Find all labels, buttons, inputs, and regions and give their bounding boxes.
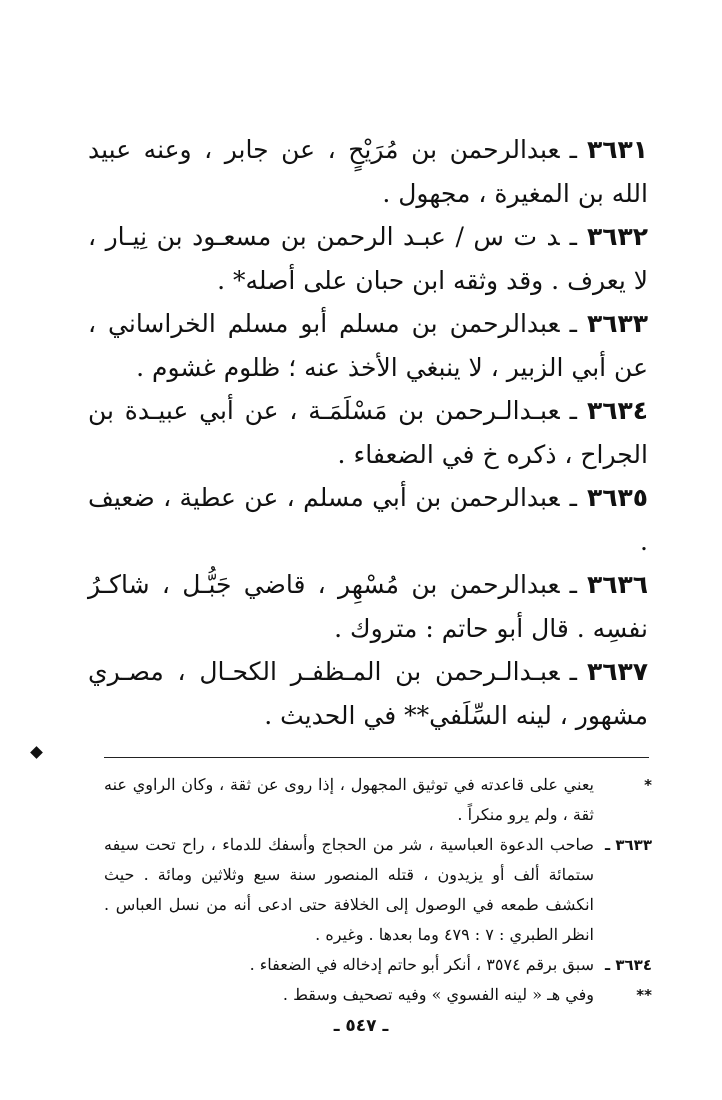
footnote (104, 980, 652, 1010)
entry-number: ٣٦٣٢ (586, 222, 648, 251)
footnote-text: وفي هـ « لينه الفسوي » وفيه تصحيف وسقط . (282, 985, 594, 1004)
footnote-text: يعني على قاعدته في توثيق المجهول ، إذا روى عن ثقة ، وكان الراوي عنه ثقة ، ولم يرو منكراً . (104, 775, 594, 824)
footnote (104, 770, 652, 830)
footnote (104, 830, 652, 950)
margin-mark (30, 746, 43, 759)
entry-number: ٣٦٣١ (586, 135, 648, 164)
entry-text: د ت س / عبـد الرحمن بن مسعـود بن نِيـار ، لا يعرف . وقد وثقه ابن حبان على أصله* . (88, 222, 648, 295)
footnote-marker: ٣٦٣٤ ـ (605, 956, 652, 974)
entry: ٣٦٣١ـعبدالرحمن بن مُرَيْحٍ ، عن جابر ، وعنه عبيد الله بن المغيرة ، مجهول . (88, 135, 648, 208)
footnote-marker: ** (636, 986, 652, 1004)
entry: ٣٦٣٢ـد ت س / عبـد الرحمن بن مسعـود بن نِيـار ، لا يعرف . وقد وثقه ابن حبان على أصله* . (88, 222, 648, 295)
entry-text: عبدالرحمن بن مُرَيْحٍ ، عن جابر ، وعنه عبيد الله بن المغيرة ، مجهول . (88, 135, 648, 208)
footnotes (104, 770, 652, 1010)
footnote-text: سبق برقم ٣٥٧٤ ، أنكر أبو حاتم إدخاله في الضعفاء . (249, 955, 594, 974)
entries-list (88, 128, 648, 737)
entry-number: ٣٦٣٤ (586, 396, 648, 425)
entry-number: ٣٦٣٣ (586, 309, 648, 338)
footnote-divider (104, 757, 649, 758)
page-number: ـ ٥٤٧ ـ (333, 1016, 389, 1036)
footnote (104, 950, 652, 980)
footnote-marker: ٣٦٣٣ ـ (605, 836, 652, 854)
entry: ٣٦٣٦ـعبدالرحمن بن مُسْهِر ، قاضي جَبُّـل ، شاكـرُ نفسِه . قال أبو حاتم : متروك . (88, 570, 648, 643)
footnote-marker: * (644, 776, 652, 794)
entry-text: عبدالرحمن بن مُسْهِر ، قاضي جَبُّـل ، شاكـرُ نفسِه . قال أبو حاتم : متروك . (88, 570, 648, 643)
footnote-text: صاحب الدعوة العباسية ، شر من الحجاج وأسفك للدماء ، راح تحت سيفه ستمائة ألف أو يزيدون ، قتله المنصور سنة سبع وثلاثين ومائة . حيث انكشف طمعه في الوصول إلى الخلافة حتى ادعى أنه من نسل العباس . انظر الطبري : ٧ : ٤٧٩ وما بعدها . وغيره . (104, 835, 594, 944)
entry: ٣٦٣٧ـعبـدالـرحمن بن المـظفـر الكحـال ، مصـري مشهور ، لينه السِّلَفي** في الحديث . (88, 657, 648, 730)
entry-number: ٣٦٣٧ (586, 657, 648, 686)
entry-text: عبـدالـرحمن بن المـظفـر الكحـال ، مصـري مشهور ، لينه السِّلَفي** في الحديث . (88, 657, 648, 730)
entry: ٣٦٣٤ـعبـدالـرحمن بن مَسْلَمَـة ، عن أبي عبيـدة بن الجراح ، ذكره خ في الضعفاء . (88, 396, 648, 469)
entry-number: ٣٦٣٦ (586, 570, 648, 599)
entry-text: عبـدالـرحمن بن مَسْلَمَـة ، عن أبي عبيـدة بن الجراح ، ذكره خ في الضعفاء . (88, 396, 648, 469)
entry-text: عبدالرحمن بن أبي مسلم ، عن عطية ، ضعيف . (88, 483, 648, 556)
entry-number: ٣٦٣٥ (586, 483, 648, 512)
entry-text: عبدالرحمن بن مسلم أبو مسلم الخراساني ، عن أبي الزبير ، لا ينبغي الأخذ عنه ؛ ظلوم غشوم . (88, 309, 648, 382)
entry: ٣٦٣٣ـعبدالرحمن بن مسلم أبو مسلم الخراساني ، عن أبي الزبير ، لا ينبغي الأخذ عنه ؛ ظلوم غشوم . (88, 309, 648, 382)
entry: ٣٦٣٥ـعبدالرحمن بن أبي مسلم ، عن عطية ، ضعيف . (88, 483, 648, 556)
